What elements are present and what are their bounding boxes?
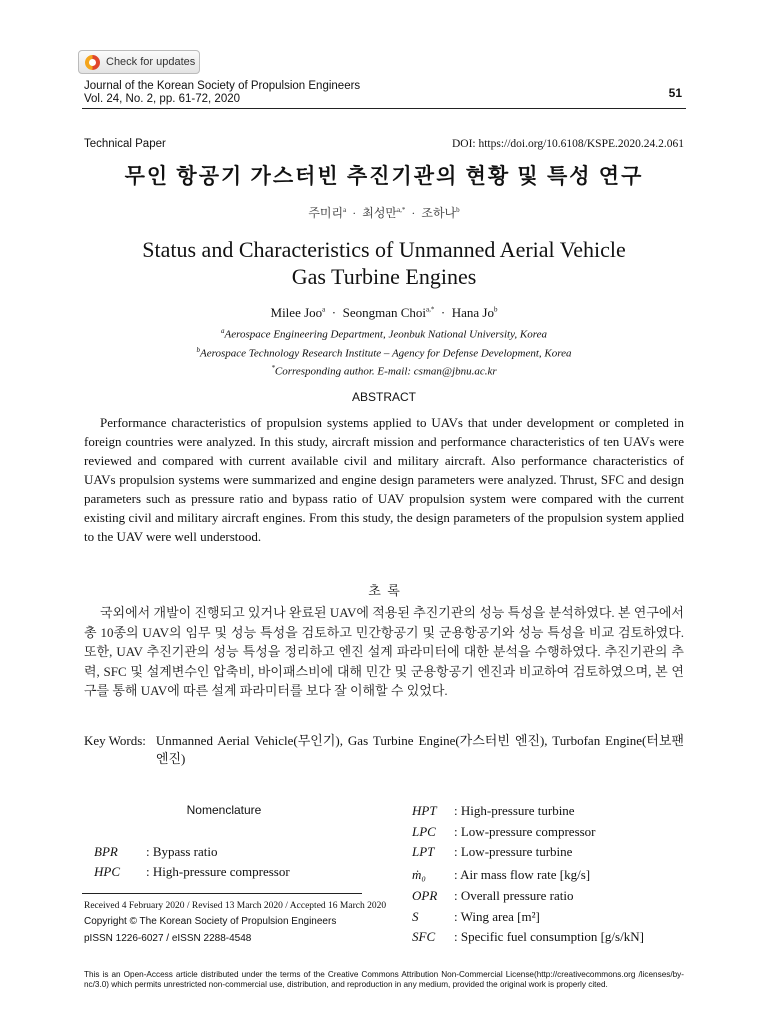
nomenclature-row [94,864,290,884]
nomenclature-desc: : Specific fuel consumption [g/s/kN] [454,929,644,944]
author-ko-1: 주미리 [308,206,344,220]
author-ko-2-sup: a,* [397,206,406,214]
affiliation-a-sup: a [221,327,225,335]
nomenclature-symbol: LPC [412,823,436,839]
nomenclature-left [94,844,290,884]
journal-header [84,80,360,106]
nomenclature-row [412,866,644,888]
keywords-text: Unmanned Aerial Vehicle(무인기), Gas Turbine Engine(가스터빈 엔진), Turbofan Engine(터보팬 엔진) [155,733,684,766]
authors-english: Milee Joo$^a$ · Seongman Choi$^{a,*}$ · Hana Jo$^b$ [270,305,498,320]
corresponding-author [0,361,768,380]
affiliation-b [0,343,768,362]
nomenclature-right [412,803,644,950]
nomenclature-desc: : High-pressure turbine [454,803,575,818]
page-number: 51 [668,86,682,100]
received-dates: Received 4 February 2020 / Revised 13 March 2020 / Accepted 16 March 2020 [84,901,387,911]
corresponding-text: Corresponding author. E-mail: csman@jbnu.ac.kr [274,365,497,378]
journal-name: Journal of the Korean Society of Propulsion Engineers [84,80,361,92]
check-for-updates-label: Check for updates [106,56,196,68]
nomenclature-desc: : Low-pressure compressor [454,823,596,839]
keywords [84,732,684,768]
nomenclature-row [412,844,644,866]
doi-link[interactable]: DOI: https://doi.org/10.6108/KSPE.2020.24.2.061 [451,138,684,150]
author-en-3: Hana Jo [451,305,494,320]
title-english [0,236,768,290]
affiliation-a [0,324,768,343]
author-en-1: Milee Joo [270,305,323,320]
author-en-2: Seongman Choi [342,305,427,320]
affiliation-b-sup: b [196,345,201,354]
issn: pISSN 1226-6027 / eISSN 2288-4548 [84,933,252,944]
author-ko-1-sup: a [343,206,347,214]
nomenclature-row [412,909,644,930]
nomenclature-symbol: HPC [94,864,120,879]
nomenclature-symbol: ṁ₀ [412,867,426,882]
nomenclature-desc: : Air mass flow rate [kg/s] [454,867,591,882]
nomenclature-desc: : Low-pressure turbine [454,844,573,859]
nomenclature-heading: Nomenclature [186,803,262,817]
title-english-line1: Status and Characteristics of Unmanned Aerial Vehicle [142,237,626,262]
received-rule [82,893,362,894]
keywords-label: Key Words: [84,733,146,748]
nomenclature-symbol: SFC [412,929,436,944]
affiliations [0,324,768,380]
copyright-notice: Copyright © The Korean Society of Propulsion Engineers [84,916,337,927]
journal-volume: Vol. 24, No. 2, pp. 61-72, 2020 [84,93,241,105]
nomenclature-desc: : Wing area [m²] [454,908,540,924]
nomenclature-row [412,888,644,909]
title-english-line2: Gas Turbine Engines [291,264,477,289]
nomenclature-symbol: OPR [412,888,438,903]
nomenclature-desc: : High-pressure compressor [146,864,290,879]
nomenclature-row [412,824,644,845]
nomenclature-symbol: BPR [94,844,118,859]
nomenclature-row [412,929,644,950]
abstract-ko-text: 국외에서 개발이 진행되고 있거나 완료된 UAV에 적용된 추진기관의 성능 특성을 분석하였다. 본 연구에서 총 10종의 UAV의 임무 및 성능 특성을 검토하고 민간항공기 및 군용항공기와 성능 특성을 비교 검토하였다. 또한, UAV 추진기관의 성능 특성을 정리하고 엔진 설계 파라미터에 대한 분석을 수행하였다. 추진기관의 추력, SFC 및 설계변수인 압축비, 바이패스비에 대해 민간 및 군용항공기 엔진과 비교하여 검토하였으며, 본 연구를 통해 UAV에 따른 설계 파라미터를 보다 잘 이해할 수 있었다. [84,605,684,698]
crossmark-icon [85,55,100,70]
author-ko-2: 최성만 [362,206,398,220]
header-rule [82,108,686,109]
affiliation-a-text: Aerospace Engineering Department, Jeonbuk National University, Korea [224,328,547,341]
check-for-updates-button[interactable] [78,50,200,74]
license-footer: This is an Open-Access article distributed under the terms of the Creative Commons Attribution Non-Commercial License(http://creativecommons.org /licenses/by-nc/3.0) which permits unrestricted non-commercial use, distribution, and reproduction in any medium, provided the original work is properly cited. [84,970,684,989]
author-en-1-sup: a [322,305,326,314]
abstract-heading: ABSTRACT [351,390,416,404]
author-en-2-sup: a,* [426,305,435,314]
author-en-3-sup: b [493,305,498,314]
nomenclature-desc: : Overall pressure ratio [454,888,574,903]
nomenclature-desc: : Bypass ratio [146,844,218,859]
affiliation-b-text: Aerospace Technology Research Institute – Agency for Defense Development, Korea [200,347,572,360]
nomenclature-symbol: HPT [412,803,437,818]
corresponding-sup: * [271,364,275,373]
authors-korean: 주미리$^a$ · 최성만$^{a,*}$ · 조하나$^b$ [308,206,460,220]
abstract-text: Performance characteristics of propulsion systems applied to UAVs that under development or completed in foreign countries were analyzed. In this study, aircraft mission and performance characteristics of ten UAVs were reviewed and compared with current available civil and military aircraft. Also performance characteristics of UAVs propulsion systems were summarized and engine design parameters were analyzed. Thrust, SFC and design parameters such as pressure ratio and bypass ratio of UAV propulsion system were compared with the current existing civil and military aircraft engines. From this study, the design parameters of the propulsion system applied to the UAV were well understood. [84,415,684,544]
title-korean: 무인 항공기 가스터빈 추진기관의 현황 및 특성 연구 [124,164,644,188]
paper-type: Technical Paper [84,138,166,150]
nomenclature-row [412,803,644,824]
nomenclature-row [94,844,290,864]
nomenclature-symbol: S [412,908,419,924]
abstract-ko-heading: 초 록 [368,583,400,598]
nomenclature-symbol: LPT [412,844,435,859]
author-ko-3: 조하나 [421,206,457,220]
author-ko-3-sup: b [456,206,460,214]
